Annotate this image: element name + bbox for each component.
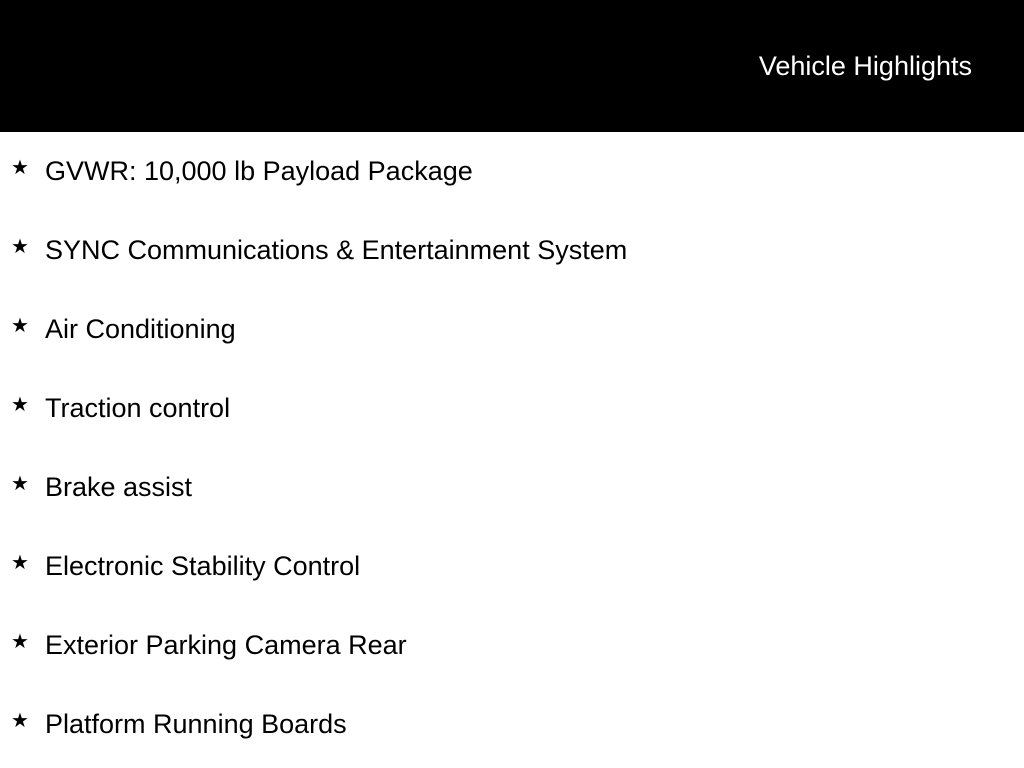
list-item-label: SYNC Communications & Entertainment System	[45, 235, 628, 265]
list-item	[0, 290, 1024, 369]
star-icon: ★	[11, 157, 29, 179]
list-item	[0, 685, 1024, 764]
list-item	[0, 369, 1024, 448]
list-item-label: GVWR: 10,000 lb Payload Package	[45, 156, 473, 186]
list-item-label: Brake assist	[45, 472, 193, 502]
list-item	[0, 132, 1024, 211]
highlights-list	[0, 132, 1024, 764]
page-title: Vehicle Highlights	[758, 51, 972, 81]
list-item-label: Electronic Stability Control	[45, 551, 361, 581]
list-item-label: Exterior Parking Camera Rear	[45, 630, 407, 660]
list-item	[0, 527, 1024, 606]
star-icon: ★	[11, 710, 29, 732]
list-item	[0, 211, 1024, 290]
star-icon: ★	[11, 394, 29, 416]
header-bar	[0, 0, 1024, 132]
star-icon: ★	[11, 552, 29, 574]
star-icon: ★	[11, 236, 29, 258]
star-icon: ★	[11, 631, 29, 653]
list-item	[0, 448, 1024, 527]
star-icon: ★	[11, 315, 29, 337]
star-icon: ★	[11, 473, 29, 495]
list-item-label: Traction control	[45, 393, 231, 423]
list-item-label: Air Conditioning	[45, 314, 236, 344]
list-item-label: Platform Running Boards	[45, 709, 347, 739]
list-item	[0, 606, 1024, 685]
